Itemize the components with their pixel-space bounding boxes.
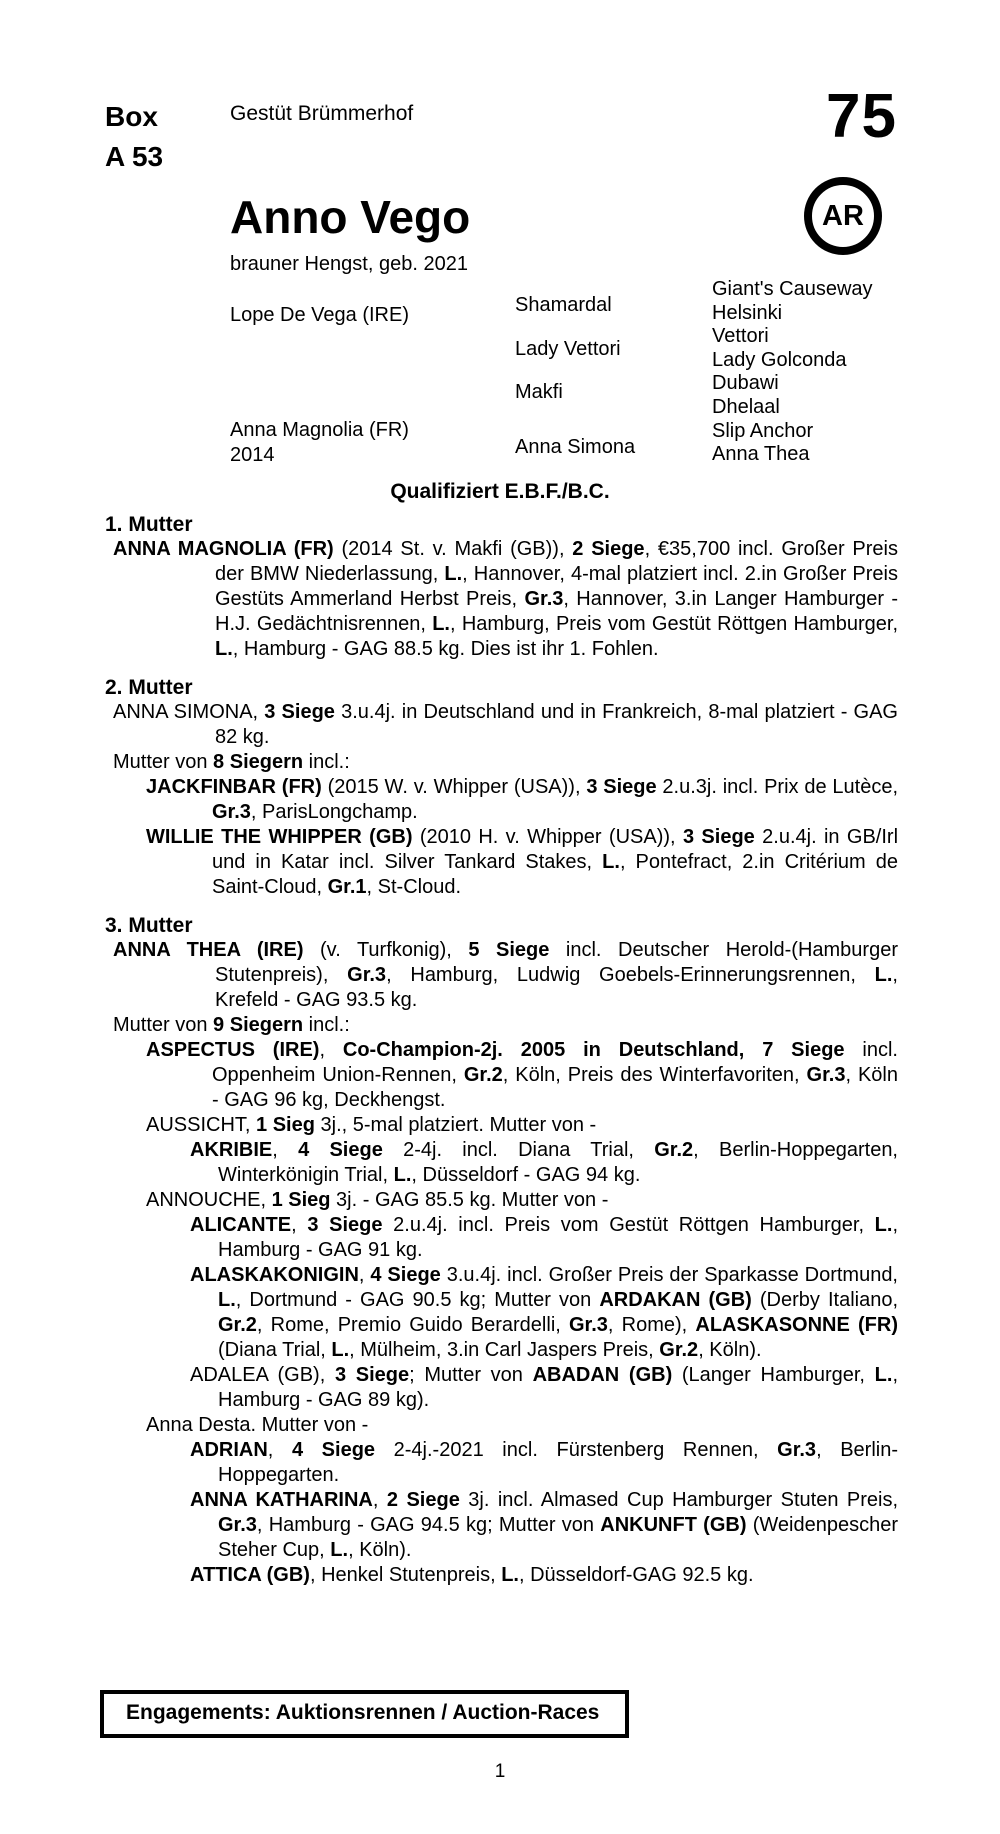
family-paragraph: JACKFINBAR (FR) (2015 W. v. Whipper (USA)), 3 Siege 2.u.3j. incl. Prix de Lutèce, Gr.3, ParisLongchamp.	[146, 776, 898, 823]
pedigree-great-grandparent: Vettori	[712, 325, 769, 348]
family-paragraph: Mutter von 9 Siegern incl.:	[113, 1014, 350, 1036]
family-paragraph: Anna Desta. Mutter von -	[146, 1414, 369, 1436]
family-section	[105, 512, 898, 662]
engagements-box	[100, 1690, 629, 1738]
pedigree-generation-3	[712, 278, 873, 467]
lot-number: 75	[826, 82, 897, 151]
family-paragraph: ALICANTE, 3 Siege 2.u.4j. incl. Preis vom Gestüt Röttgen Hamburger, L., Hamburg - GAG 91 kg.	[190, 1214, 899, 1261]
family-paragraph: ASPECTUS (IRE), Co-Champion-2j. 2005 in Deutschland, 7 Siege incl. Oppenheim Union-Rennen, Gr.2, Köln, Preis des Winterfavoriten, Gr.3, Köln - GAG 96 kg, Deckhengst.	[146, 1039, 898, 1111]
pedigree-parent-sire: Lope De Vega (IRE)	[230, 304, 409, 326]
pedigree-great-grandparent: Lady Golconda	[712, 348, 847, 371]
mutter-heading: 2. Mutter	[105, 676, 193, 699]
auction-race-badge: AR	[804, 177, 882, 255]
engagements-label: Engagements: Auktionsrennen / Auction-Races	[126, 1701, 600, 1724]
pedigree-great-grandparent: Dhelaal	[712, 395, 780, 418]
family-section	[105, 913, 898, 1588]
pedigree-dam-year: 2014	[230, 444, 275, 466]
pedigree-grandparent: Shamardal	[515, 294, 612, 316]
family-paragraph: ADRIAN, 4 Siege 2-4j.-2021 incl. Fürstenberg Rennen, Gr.3, Berlin-Hoppegarten.	[190, 1439, 899, 1486]
family-paragraph: ATTICA (GB), Henkel Stutenpreis, L., Düsseldorf-GAG 92.5 kg.	[190, 1564, 754, 1586]
pedigree-great-grandparent: Slip Anchor	[712, 419, 814, 442]
box-id	[105, 97, 163, 177]
family-paragraph: ANNA KATHARINA, 2 Siege 3j. incl. Almased Cup Hamburger Stuten Preis, Gr.3, Hamburg - GAG 94.5 kg; Mutter von ANKUNFT (GB) (Weidenpescher Steher Cup, L., Köln).	[190, 1489, 899, 1561]
family-paragraph: ANNA MAGNOLIA (FR) (2014 St. v. Makfi (GB)), 2 Siege, €35,700 incl. Großer Preis der BMW Niederlassung, L., Hannover, 4-mal platziert incl. 2.in Großer Preis Gestüts Ammerland Herbst Preis, Gr.3, Hannover, 3.in Langer Hamburger - H.J. Gedächtnisrennen, L., Hamburg, Preis vom Gestüt Röttgen Hamburger, L., Hamburg - GAG 88.5 kg. Dies ist ihr 1. Fohlen.	[113, 538, 899, 660]
mutter-heading: 1. Mutter	[105, 513, 193, 536]
pedigree-grandparent: Lady Vettori	[515, 338, 621, 360]
family-paragraph: ADALEA (GB), 3 Siege; Mutter von ABADAN (GB) (Langer Hamburger, L., Hamburg - GAG 89 kg).	[190, 1364, 898, 1411]
pedigree-parent-dam: Anna Magnolia (FR) 2014	[230, 419, 409, 466]
pedigree-great-grandparent: Dubawi	[712, 372, 779, 395]
horse-name: Anno Vego	[230, 191, 471, 243]
family-paragraph: ANNA THEA (IRE) (v. Turfkonig), 5 Siege incl. Deutscher Herold-(Hamburger Stutenpreis), Gr.3, Hamburg, Ludwig Goebels-Erinnerungsrennen, L., Krefeld - GAG 93.5 kg.	[113, 939, 898, 1011]
pedigree-grandparent: Anna Simona	[515, 436, 636, 458]
pedigree-great-grandparent: Helsinki	[712, 301, 783, 324]
family-paragraph: ANNOUCHE, 1 Sieg 3j. - GAG 85.5 kg. Mutter von -	[146, 1189, 609, 1211]
box-label: Box	[105, 101, 158, 132]
pedigree-grandparent: Makfi	[515, 381, 563, 403]
family-section	[105, 675, 898, 900]
mutter-heading: 3. Mutter	[105, 914, 193, 937]
family-paragraph: AUSSICHT, 1 Sieg 3j., 5-mal platziert. Mutter von -	[146, 1114, 597, 1136]
family-paragraph: WILLIE THE WHIPPER (GB) (2010 H. v. Whipper (USA)), 3 Siege 2.u.4j. in GB/Irl und in Katar incl. Silver Tankard Stakes, L., Pontefract, 2.in Critérium de Saint-Cloud, Gr.1, St-Cloud.	[146, 826, 899, 898]
box-number: A 53	[105, 141, 164, 172]
page-number: 1	[494, 1761, 506, 1782]
horse-details: brauner Hengst, geb. 2021	[230, 253, 468, 275]
family-paragraph: Mutter von 8 Siegern incl.:	[113, 751, 350, 773]
family-paragraph: ALASKAKONIGIN, 4 Siege 3.u.4j. incl. Großer Preis der Sparkasse Dortmund, L., Dortmund - GAG 90.5 kg; Mutter von ARDAKAN (GB) (Derby Italiano, Gr.2, Rome, Premio Guido Berardelli, Gr.3, Rome), ALASKASONNE (FR) (Diana Trial, L., Mülheim, 3.in Carl Jaspers Preis, Gr.2, Köln).	[190, 1264, 899, 1361]
consignor-name: Gestüt Brümmerhof	[230, 102, 414, 125]
family-paragraph: ANNA SIMONA, 3 Siege 3.u.4j. in Deutschland und in Frankreich, 8-mal platziert - GAG 82 kg.	[113, 701, 898, 748]
pedigree-great-grandparent: Anna Thea	[712, 443, 810, 466]
qualifier-line: Qualifiziert E.B.F./B.C.	[390, 480, 610, 503]
family-text	[105, 512, 898, 1588]
pedigree-great-grandparent: Giant's Causeway	[712, 278, 873, 300]
family-paragraph: AKRIBIE, 4 Siege 2-4j. incl. Diana Trial, Gr.2, Berlin-Hoppegarten, Winterkönigin Trial, L., Düsseldorf - GAG 94 kg.	[190, 1139, 898, 1186]
